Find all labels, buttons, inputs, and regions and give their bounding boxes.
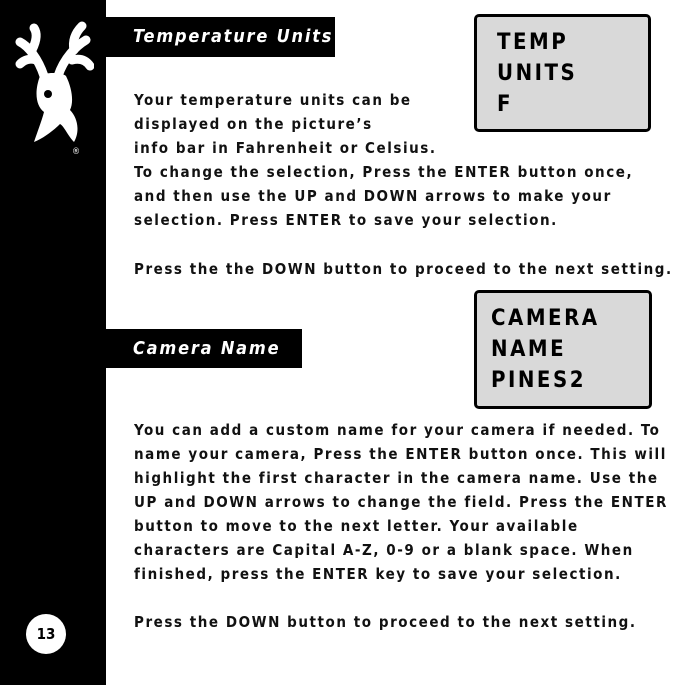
text-line: You can add a custom name for your camera if needed. To — [134, 421, 661, 439]
text-line: and then use the UP and DOWN arrows to make your — [134, 187, 612, 205]
text-line: name your camera, Press the ENTER button once. This will — [134, 445, 667, 463]
proceed-instruction — [134, 257, 673, 281]
text-line: displayed on the picture’s — [134, 115, 373, 133]
text-line: selection. Press ENTER to save your selection. — [134, 211, 558, 229]
lcd-line: F — [497, 92, 514, 117]
text-line: button to move to the next letter. Your available — [134, 517, 579, 535]
sidebar — [0, 0, 106, 685]
text-line: Press the DOWN button to proceed to the next setting. — [134, 613, 637, 631]
buck-head-logo-icon — [14, 14, 94, 154]
section-heading-camera-name — [106, 329, 302, 368]
text-line: finished, press the ENTER key to save your selection. — [134, 565, 622, 583]
temperature-units-description — [134, 88, 633, 232]
lcd-line: PINES2 — [491, 368, 586, 393]
text-line: To change the selection, Press the ENTER button once, — [134, 163, 634, 181]
registered-mark: ® — [72, 147, 81, 157]
section-heading-text: Temperature Units — [133, 26, 334, 47]
section-heading-text: Camera Name — [133, 337, 281, 359]
text-line: Your temperature units can be — [134, 91, 412, 109]
text-line: info bar in Fahrenheit or Celsius. — [134, 139, 437, 157]
section-heading-temperature-units — [106, 17, 335, 57]
lcd-line: CAMERA — [491, 306, 600, 331]
lcd-line: NAME — [491, 337, 567, 362]
page-number: 13 — [26, 614, 66, 654]
text-line: highlight the first character in the camera name. Use the — [134, 469, 659, 487]
camera-name-description — [134, 418, 668, 586]
lcd-display-camera-name — [474, 290, 652, 409]
text-line: Press the the DOWN button to proceed to the next setting. — [134, 260, 673, 278]
lcd-line: UNITS — [497, 61, 578, 86]
text-line: UP and DOWN arrows to change the field. Press the ENTER — [134, 493, 668, 511]
text-line: characters are Capital A-Z, 0-9 or a blank space. When — [134, 541, 634, 559]
proceed-instruction — [134, 610, 637, 634]
lcd-line: TEMP — [497, 30, 569, 55]
